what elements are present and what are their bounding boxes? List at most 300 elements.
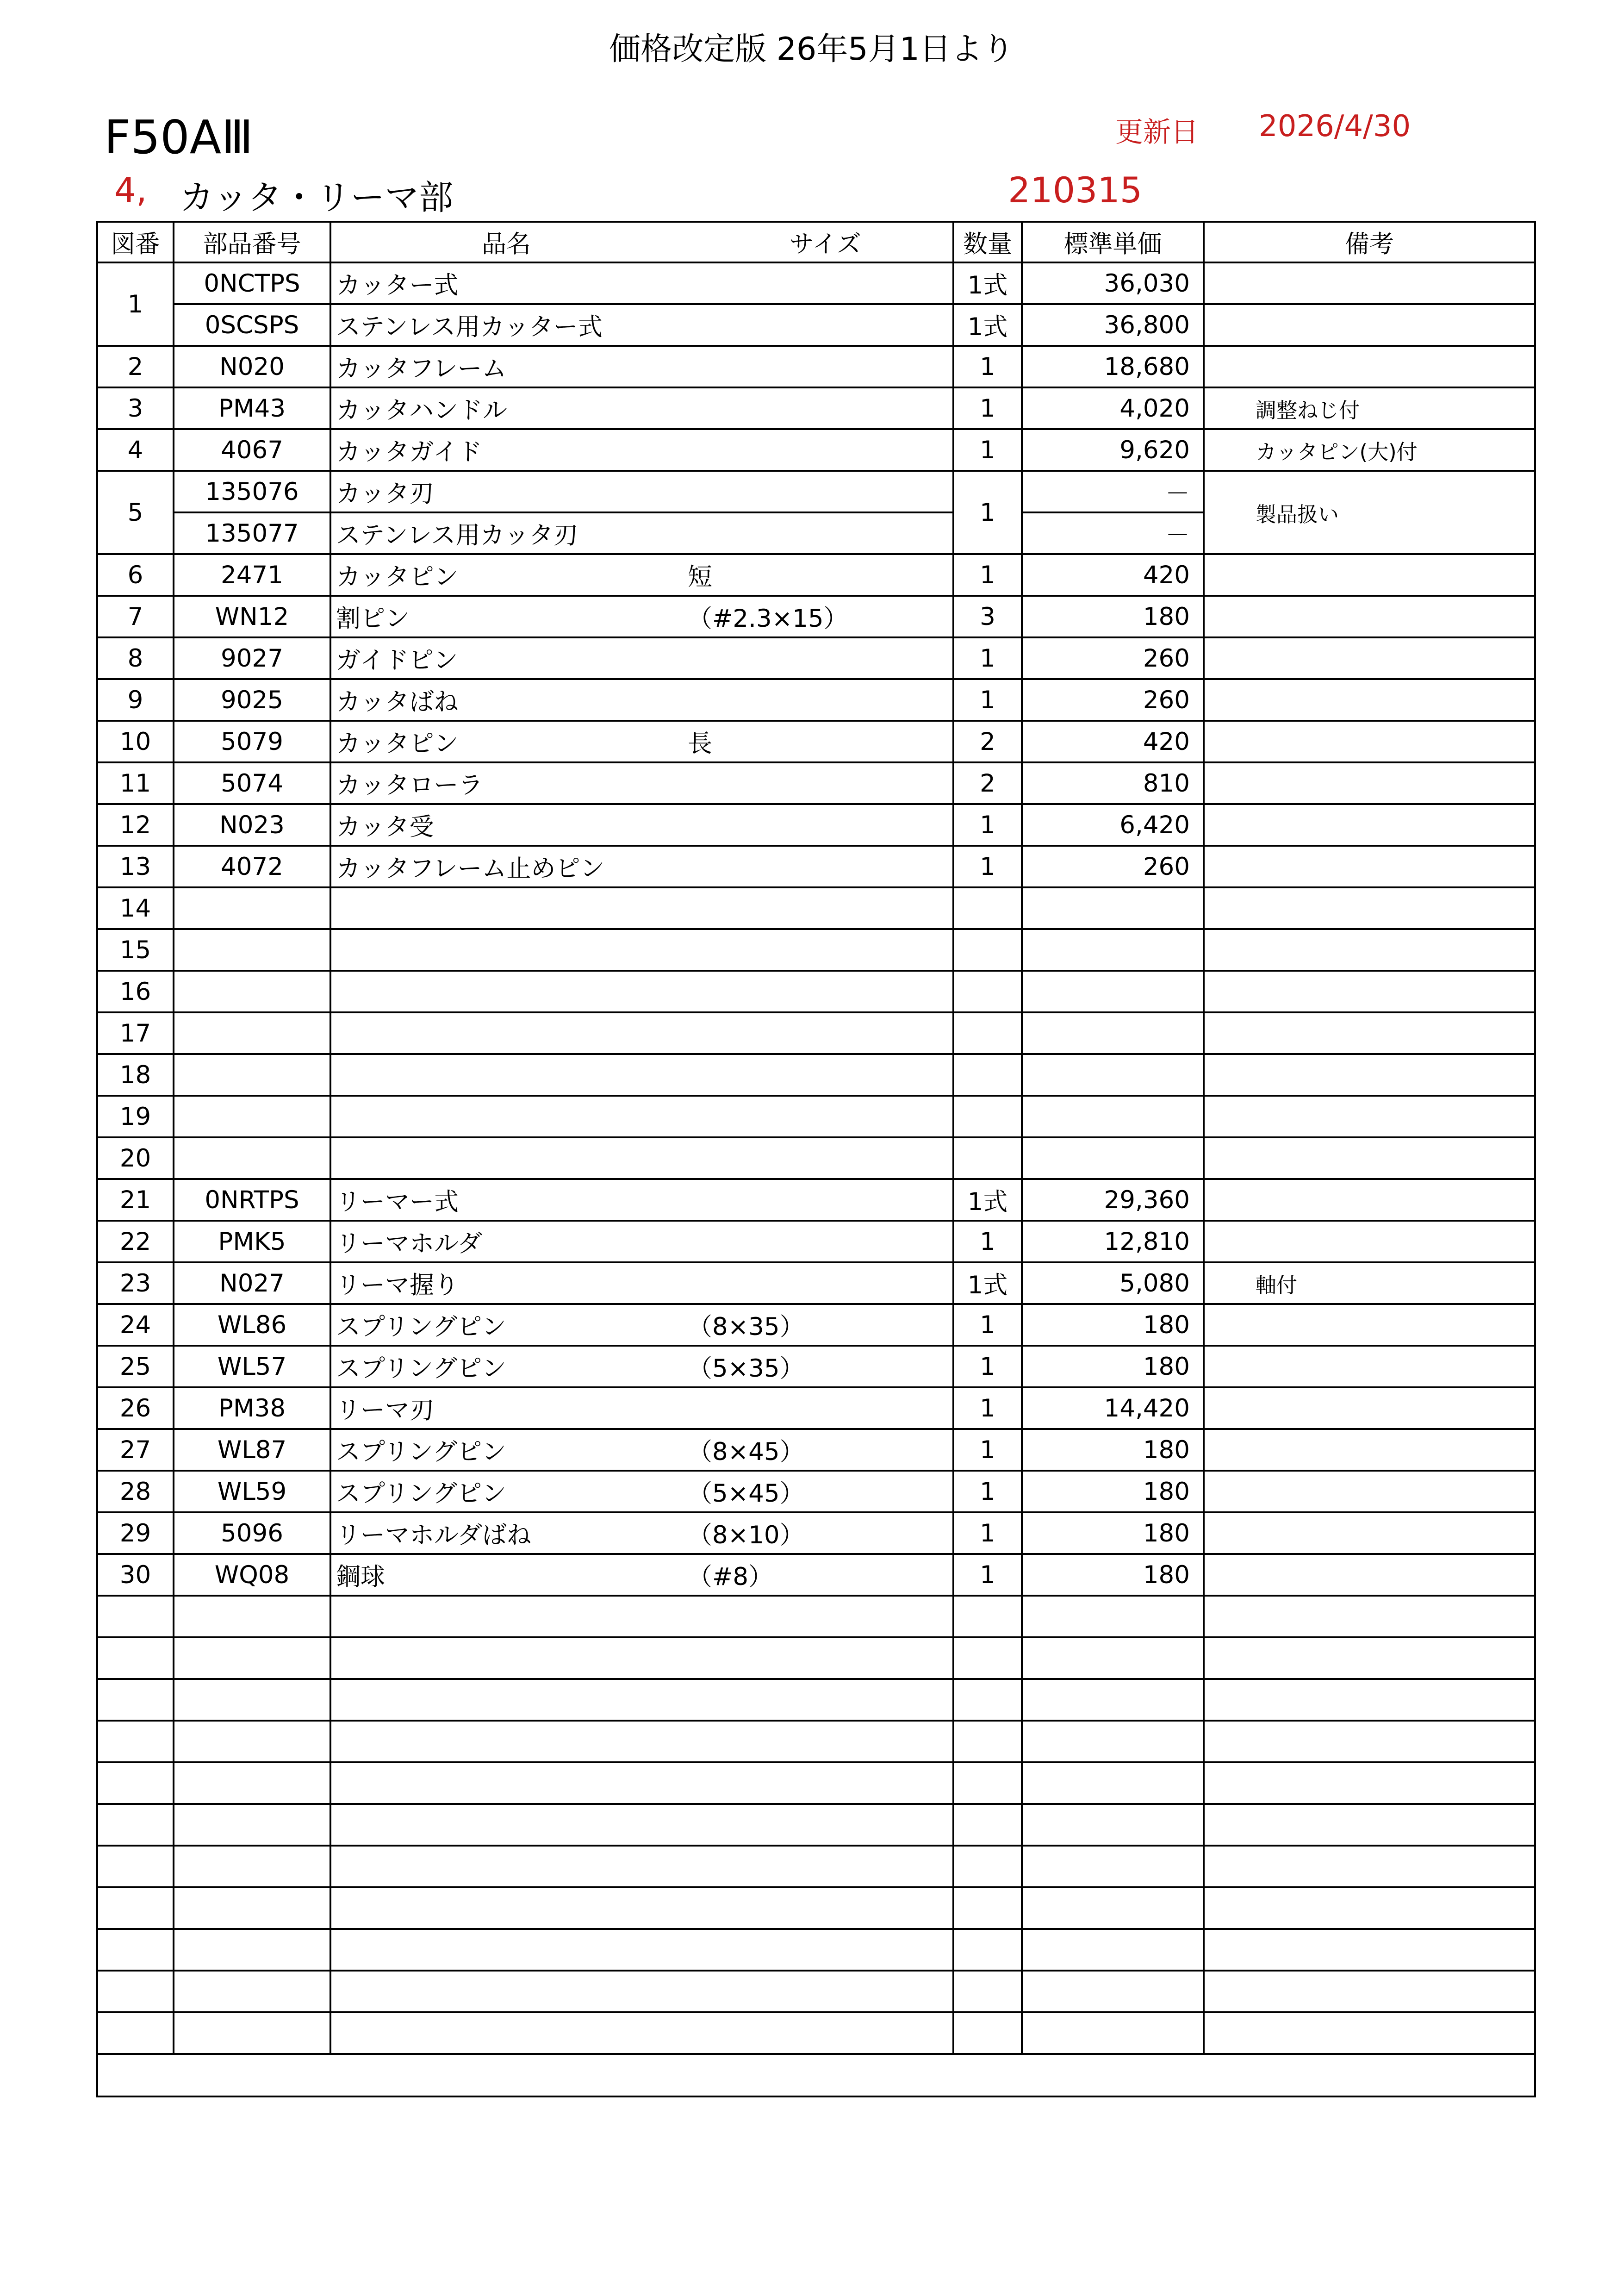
qty-cell: 1 xyxy=(953,554,1022,596)
part-no-cell xyxy=(174,1929,330,1971)
table-row xyxy=(97,1262,1535,1304)
fig-no-cell xyxy=(97,1846,174,1887)
qty-cell xyxy=(953,1804,1022,1846)
name-size-cell xyxy=(330,1179,953,1221)
price-cell: 180 xyxy=(1022,1471,1204,1512)
price-cell xyxy=(1022,1846,1204,1887)
price-cell xyxy=(1022,1721,1204,1762)
part-name: スプリングピン xyxy=(336,1313,506,1341)
part-no-cell: PM38 xyxy=(174,1387,330,1429)
header-size: サイズ xyxy=(790,230,861,258)
qty-cell xyxy=(953,971,1022,1012)
part-no-cell: 2471 xyxy=(174,554,330,596)
part-size: （5×45） xyxy=(688,1479,804,1508)
name-size-cell xyxy=(330,887,953,929)
header-price: 標準単価 xyxy=(1022,222,1204,262)
qty-cell xyxy=(953,1012,1022,1054)
table-row xyxy=(97,1971,1535,2012)
name-size-cell xyxy=(330,1929,953,1971)
part-name: ステンレス用カッター式 xyxy=(336,313,603,341)
part-no-cell xyxy=(174,1846,330,1887)
part-no-cell: 135077 xyxy=(174,512,330,554)
qty-cell xyxy=(953,1721,1022,1762)
table-row xyxy=(97,1304,1535,1346)
note-cell xyxy=(1204,1846,1535,1887)
fig-no-cell: 13 xyxy=(97,846,174,887)
qty-cell xyxy=(953,1846,1022,1887)
name-size-cell xyxy=(330,471,953,512)
price-cell: 36,030 xyxy=(1022,262,1204,304)
qty-cell: 1 xyxy=(953,1471,1022,1512)
price-cell xyxy=(1022,1137,1204,1179)
header-part-no: 部品番号 xyxy=(174,222,330,262)
note-cell xyxy=(1204,971,1535,1012)
qty-cell: 1 xyxy=(953,387,1022,429)
table-row xyxy=(97,304,1535,346)
table-row xyxy=(97,1429,1535,1471)
note-cell xyxy=(1204,1929,1535,1971)
table-row xyxy=(97,1721,1535,1762)
part-name: カッタばね xyxy=(336,688,459,716)
table-row xyxy=(97,804,1535,846)
note-cell xyxy=(1204,1054,1535,1096)
qty-cell: 1 xyxy=(953,471,1022,554)
name-size-cell xyxy=(330,304,953,346)
table-row xyxy=(97,887,1535,929)
parts-table xyxy=(96,221,1536,2097)
price-cell xyxy=(1022,1762,1204,1804)
fig-no-cell: 14 xyxy=(97,887,174,929)
table-row xyxy=(97,637,1535,679)
part-name: リーマ握り xyxy=(336,1271,459,1299)
note-cell: 軸付 xyxy=(1204,1262,1535,1304)
part-name: リーマホルダばね xyxy=(336,1521,531,1549)
name-size-cell xyxy=(330,1012,953,1054)
table-body xyxy=(97,262,1535,2054)
part-name: カッタフレーム xyxy=(336,355,507,383)
table-footer-row xyxy=(97,2054,1535,2096)
note-cell xyxy=(1204,1637,1535,1679)
part-no-cell xyxy=(174,1762,330,1804)
model-name: F50AⅢ xyxy=(104,110,254,164)
part-no-cell xyxy=(174,1012,330,1054)
part-name: カッタハンドル xyxy=(336,396,507,424)
table-row xyxy=(97,1096,1535,1137)
part-no-cell: 9027 xyxy=(174,637,330,679)
qty-cell: 1式 xyxy=(953,1262,1022,1304)
fig-no-cell: 26 xyxy=(97,1387,174,1429)
part-name: リーマー式 xyxy=(336,1188,459,1216)
name-size-cell xyxy=(330,1971,953,2012)
table-row xyxy=(97,471,1535,512)
fig-no-cell: 17 xyxy=(97,1012,174,1054)
part-size: （5×35） xyxy=(688,1354,804,1383)
fig-no-cell: 16 xyxy=(97,971,174,1012)
price-cell xyxy=(1022,1012,1204,1054)
part-no-cell: WL57 xyxy=(174,1346,330,1387)
part-name: カッタ刃 xyxy=(336,480,434,508)
price-cell: 6,420 xyxy=(1022,804,1204,846)
table-footer-cell xyxy=(97,2054,1535,2096)
part-name: カッタガイド xyxy=(336,438,482,466)
name-size-cell xyxy=(330,1054,953,1096)
fig-no-cell xyxy=(97,1887,174,1929)
part-name: カッタピン xyxy=(336,563,459,591)
price-cell: 9,620 xyxy=(1022,429,1204,471)
part-no-cell xyxy=(174,971,330,1012)
name-size-cell xyxy=(330,929,953,971)
name-size-cell xyxy=(330,2012,953,2054)
part-no-cell: PMK5 xyxy=(174,1221,330,1262)
note-cell xyxy=(1204,1346,1535,1387)
note-cell xyxy=(1204,1387,1535,1429)
qty-cell: 1 xyxy=(953,637,1022,679)
note-cell xyxy=(1204,1512,1535,1554)
table-row xyxy=(97,1804,1535,1846)
part-name: リーマ刃 xyxy=(336,1396,434,1424)
name-size-cell xyxy=(330,1387,953,1429)
note-cell: カッタピン(大)付 xyxy=(1204,429,1535,471)
qty-cell xyxy=(953,1596,1022,1637)
note-cell xyxy=(1204,1137,1535,1179)
note-cell xyxy=(1204,596,1535,637)
fig-no-cell: 25 xyxy=(97,1346,174,1387)
name-size-cell xyxy=(330,1887,953,1929)
qty-cell xyxy=(953,2012,1022,2054)
qty-cell: 2 xyxy=(953,721,1022,762)
qty-cell xyxy=(953,1971,1022,2012)
update-label: 更新日 xyxy=(1115,116,1199,149)
fig-no-cell xyxy=(97,1971,174,2012)
header-name-size xyxy=(330,222,953,262)
fig-no-cell xyxy=(97,1596,174,1637)
name-size-cell xyxy=(330,1221,953,1262)
fig-no-cell: 15 xyxy=(97,929,174,971)
name-size-cell xyxy=(330,804,953,846)
price-cell: － xyxy=(1022,512,1204,554)
part-no-cell: 5096 xyxy=(174,1512,330,1554)
note-cell xyxy=(1204,2012,1535,2054)
fig-no-cell xyxy=(97,1637,174,1679)
price-cell xyxy=(1022,1804,1204,1846)
part-no-cell: 4067 xyxy=(174,429,330,471)
part-no-cell: N020 xyxy=(174,346,330,387)
table-row xyxy=(97,1637,1535,1679)
price-cell xyxy=(1022,1096,1204,1137)
qty-cell xyxy=(953,887,1022,929)
name-size-cell xyxy=(330,512,953,554)
name-size-cell xyxy=(330,637,953,679)
qty-cell: 1 xyxy=(953,1221,1022,1262)
name-size-cell xyxy=(330,1721,953,1762)
fig-no-cell xyxy=(97,2012,174,2054)
fig-no-cell: 21 xyxy=(97,1179,174,1221)
table-row xyxy=(97,1012,1535,1054)
name-size-cell xyxy=(330,554,953,596)
update-date: 2026/4/30 xyxy=(1259,109,1411,144)
note-cell xyxy=(1204,1304,1535,1346)
price-cell xyxy=(1022,1596,1204,1637)
part-name: カッタフレーム止めピン xyxy=(336,855,605,883)
note-cell xyxy=(1204,1721,1535,1762)
part-no-cell xyxy=(174,1054,330,1096)
note-cell xyxy=(1204,1221,1535,1262)
qty-cell xyxy=(953,1887,1022,1929)
part-no-cell xyxy=(174,1887,330,1929)
price-cell: 420 xyxy=(1022,554,1204,596)
part-no-cell: WQ08 xyxy=(174,1554,330,1596)
price-cell xyxy=(1022,1887,1204,1929)
table-row xyxy=(97,1387,1535,1429)
fig-no-cell: 28 xyxy=(97,1471,174,1512)
price-cell xyxy=(1022,1054,1204,1096)
fig-no-cell xyxy=(97,1679,174,1721)
fig-no-cell xyxy=(97,1804,174,1846)
price-cell: 180 xyxy=(1022,596,1204,637)
part-size: 短 xyxy=(688,563,712,591)
fig-no-cell: 12 xyxy=(97,804,174,846)
note-cell xyxy=(1204,887,1535,929)
name-size-cell xyxy=(330,971,953,1012)
qty-cell: 1 xyxy=(953,846,1022,887)
name-size-cell xyxy=(330,1429,953,1471)
part-size: （#8） xyxy=(688,1563,773,1591)
fig-no-cell: 8 xyxy=(97,637,174,679)
note-cell: 製品扱い xyxy=(1204,471,1535,554)
price-cell xyxy=(1022,971,1204,1012)
table-row xyxy=(97,429,1535,471)
price-cell: 260 xyxy=(1022,679,1204,721)
table-row xyxy=(97,1512,1535,1554)
part-no-cell: 5079 xyxy=(174,721,330,762)
part-name: 割ピン xyxy=(336,605,410,633)
part-no-cell xyxy=(174,1679,330,1721)
name-size-cell xyxy=(330,1471,953,1512)
price-cell: 180 xyxy=(1022,1346,1204,1387)
price-cell xyxy=(1022,1971,1204,2012)
table-row xyxy=(97,596,1535,637)
qty-cell xyxy=(953,1679,1022,1721)
fig-no-cell: 5 xyxy=(97,471,174,554)
name-size-cell xyxy=(330,1512,953,1554)
fig-no-cell: 19 xyxy=(97,1096,174,1137)
part-no-cell: WL87 xyxy=(174,1429,330,1471)
price-cell: 5,080 xyxy=(1022,1262,1204,1304)
table-row xyxy=(97,971,1535,1012)
note-cell xyxy=(1204,1471,1535,1512)
price-cell xyxy=(1022,887,1204,929)
qty-cell xyxy=(953,1137,1022,1179)
part-no-cell: 4072 xyxy=(174,846,330,887)
document-title: 価格改定版 26年5月1日より xyxy=(609,31,1014,68)
qty-cell xyxy=(953,929,1022,971)
price-cell: 180 xyxy=(1022,1554,1204,1596)
part-name: ステンレス用カッタ刃 xyxy=(336,521,578,549)
table-row xyxy=(97,1596,1535,1637)
table-row xyxy=(97,554,1535,596)
qty-cell: 1 xyxy=(953,1554,1022,1596)
note-cell xyxy=(1204,637,1535,679)
table-row xyxy=(97,1471,1535,1512)
table-row xyxy=(97,1221,1535,1262)
price-cell: － xyxy=(1022,471,1204,512)
part-no-cell xyxy=(174,1637,330,1679)
price-cell: 4,020 xyxy=(1022,387,1204,429)
part-no-cell xyxy=(174,2012,330,2054)
name-size-cell xyxy=(330,1679,953,1721)
fig-no-cell: 1 xyxy=(97,262,174,346)
part-no-cell: WN12 xyxy=(174,596,330,637)
part-no-cell: 0NCTPS xyxy=(174,262,330,304)
price-cell xyxy=(1022,2012,1204,2054)
name-size-cell xyxy=(330,346,953,387)
fig-no-cell: 4 xyxy=(97,429,174,471)
name-size-cell xyxy=(330,1637,953,1679)
qty-cell: 1式 xyxy=(953,304,1022,346)
fig-no-cell: 29 xyxy=(97,1512,174,1554)
table-row xyxy=(97,1137,1535,1179)
price-cell: 180 xyxy=(1022,1512,1204,1554)
table-row xyxy=(97,929,1535,971)
price-cell xyxy=(1022,929,1204,971)
name-size-cell xyxy=(330,1304,953,1346)
qty-cell: 1 xyxy=(953,804,1022,846)
table-row xyxy=(97,1054,1535,1096)
price-cell: 12,810 xyxy=(1022,1221,1204,1262)
price-cell xyxy=(1022,1929,1204,1971)
part-name: カッター式 xyxy=(336,271,459,299)
table-row xyxy=(97,262,1535,304)
note-cell xyxy=(1204,1012,1535,1054)
note-cell xyxy=(1204,846,1535,887)
qty-cell: 1 xyxy=(953,346,1022,387)
table-row xyxy=(97,1679,1535,1721)
table-row xyxy=(97,1762,1535,1804)
name-size-cell xyxy=(330,1262,953,1304)
qty-cell: 1 xyxy=(953,1387,1022,1429)
part-no-cell xyxy=(174,1096,330,1137)
code-number: 210315 xyxy=(1008,169,1143,211)
name-size-cell xyxy=(330,387,953,429)
price-cell: 14,420 xyxy=(1022,1387,1204,1429)
fig-no-cell xyxy=(97,1721,174,1762)
part-name: スプリングピン xyxy=(336,1354,506,1383)
price-cell: 180 xyxy=(1022,1304,1204,1346)
price-cell xyxy=(1022,1679,1204,1721)
fig-no-cell: 3 xyxy=(97,387,174,429)
part-no-cell: 0SCSPS xyxy=(174,304,330,346)
qty-cell: 1式 xyxy=(953,262,1022,304)
note-cell xyxy=(1204,554,1535,596)
table-header-row xyxy=(97,222,1535,262)
table-row xyxy=(97,2012,1535,2054)
table-row xyxy=(97,846,1535,887)
qty-cell: 1 xyxy=(953,429,1022,471)
part-no-cell xyxy=(174,1804,330,1846)
part-no-cell: PM43 xyxy=(174,387,330,429)
name-size-cell xyxy=(330,1346,953,1387)
note-cell xyxy=(1204,1804,1535,1846)
name-size-cell xyxy=(330,429,953,471)
qty-cell: 1 xyxy=(953,679,1022,721)
part-no-cell: 135076 xyxy=(174,471,330,512)
table-row xyxy=(97,1554,1535,1596)
fig-no-cell xyxy=(97,1762,174,1804)
table-row xyxy=(97,387,1535,429)
table-row xyxy=(97,679,1535,721)
header-fig-no: 図番 xyxy=(97,222,174,262)
qty-cell: 2 xyxy=(953,762,1022,804)
fig-no-cell: 27 xyxy=(97,1429,174,1471)
part-no-cell: WL59 xyxy=(174,1471,330,1512)
fig-no-cell: 10 xyxy=(97,721,174,762)
section-number: 4, xyxy=(114,170,147,210)
price-cell: 36,800 xyxy=(1022,304,1204,346)
note-cell xyxy=(1204,679,1535,721)
qty-cell: 3 xyxy=(953,596,1022,637)
name-size-cell xyxy=(330,1596,953,1637)
note-cell xyxy=(1204,1887,1535,1929)
part-size: 長 xyxy=(688,730,712,758)
header-qty: 数量 xyxy=(953,222,1022,262)
table-row xyxy=(97,346,1535,387)
fig-no-cell: 2 xyxy=(97,346,174,387)
part-size: （8×35） xyxy=(688,1313,804,1341)
name-size-cell xyxy=(330,262,953,304)
price-cell xyxy=(1022,1637,1204,1679)
part-no-cell xyxy=(174,1721,330,1762)
part-no-cell: 5074 xyxy=(174,762,330,804)
table-row xyxy=(97,1887,1535,1929)
part-name: リーマホルダ xyxy=(336,1229,482,1258)
part-size: （8×45） xyxy=(688,1438,804,1466)
note-cell xyxy=(1204,1679,1535,1721)
price-cell: 810 xyxy=(1022,762,1204,804)
fig-no-cell: 9 xyxy=(97,679,174,721)
note-cell xyxy=(1204,762,1535,804)
fig-no-cell: 6 xyxy=(97,554,174,596)
price-cell: 420 xyxy=(1022,721,1204,762)
price-cell: 260 xyxy=(1022,846,1204,887)
part-name: カッタピン xyxy=(336,730,459,758)
part-name: カッタ受 xyxy=(336,813,434,841)
note-cell xyxy=(1204,1179,1535,1221)
note-cell xyxy=(1204,721,1535,762)
part-no-cell: 9025 xyxy=(174,679,330,721)
part-no-cell xyxy=(174,1596,330,1637)
name-size-cell xyxy=(330,1804,953,1846)
fig-no-cell: 24 xyxy=(97,1304,174,1346)
note-cell xyxy=(1204,1596,1535,1637)
qty-cell: 1式 xyxy=(953,1179,1022,1221)
table-row xyxy=(97,1929,1535,1971)
qty-cell xyxy=(953,1637,1022,1679)
name-size-cell xyxy=(330,1846,953,1887)
table-row xyxy=(97,1346,1535,1387)
part-no-cell: N027 xyxy=(174,1262,330,1304)
fig-no-cell: 11 xyxy=(97,762,174,804)
note-cell xyxy=(1204,262,1535,304)
name-size-cell xyxy=(330,1137,953,1179)
note-cell xyxy=(1204,1096,1535,1137)
name-size-cell xyxy=(330,1762,953,1804)
qty-cell xyxy=(953,1096,1022,1137)
table-row xyxy=(97,762,1535,804)
part-size: （8×10） xyxy=(688,1521,804,1549)
qty-cell xyxy=(953,1762,1022,1804)
note-cell xyxy=(1204,929,1535,971)
name-size-cell xyxy=(330,679,953,721)
